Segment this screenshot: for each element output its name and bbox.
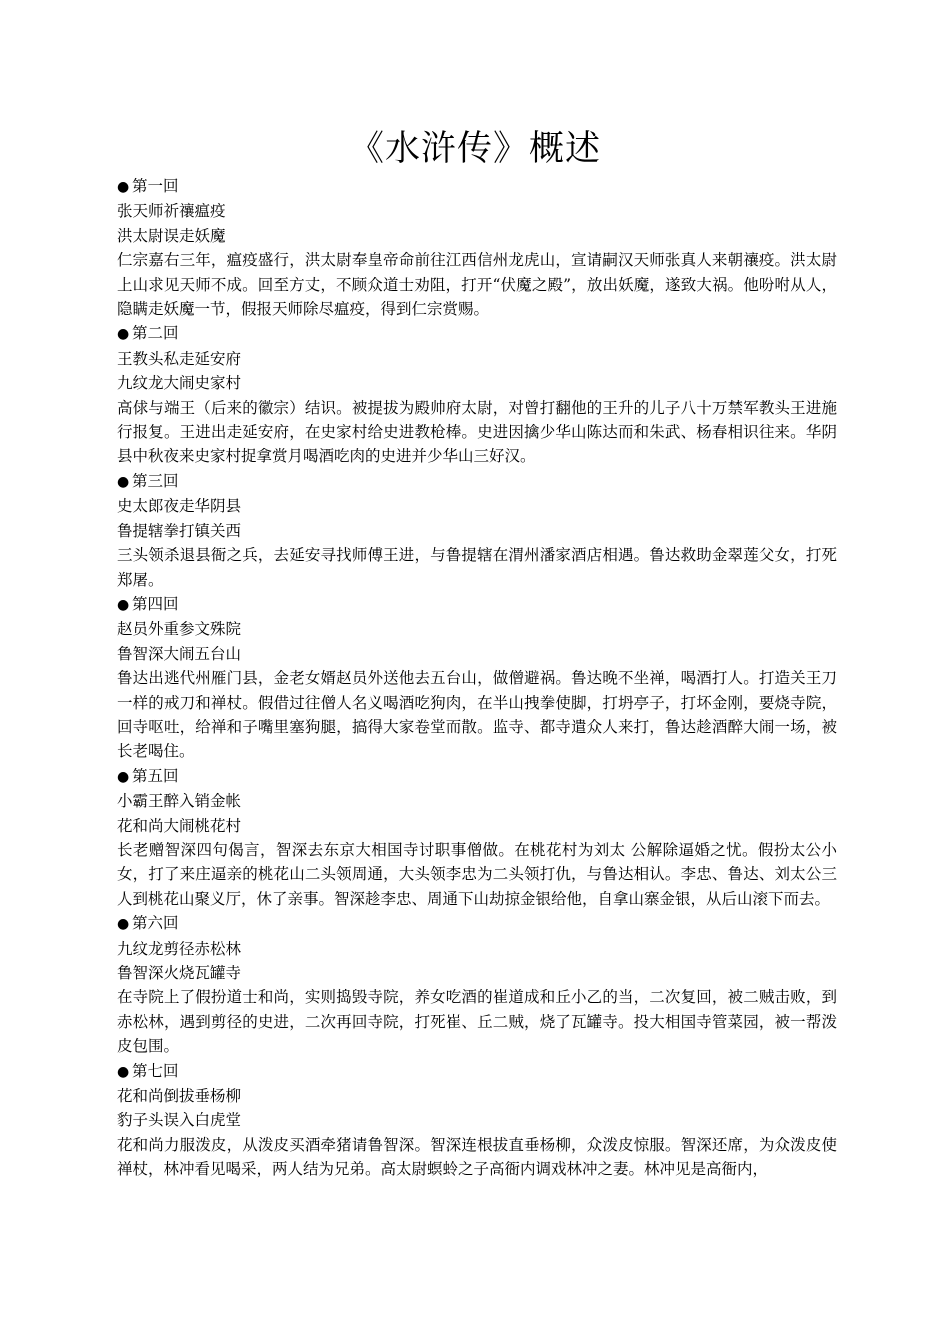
chapter-summary: 长老赠智深四句偈言，智深去东京大相国寺讨职事僧做。在桃花村为刘太 公解除逼婚之忧。假扮太公小女，打了来庄逼亲的桃花山二头领周通，大头领李忠为二头领打仇，与鲁达相认。李忠、鲁达、刘太公三人到桃花山聚义厅，休了亲事。智深趁李忠、周通下山劫掠金银给他，自拿山寨金银，从后山滚下而去。 bbox=[117, 840, 837, 908]
document-title: 《水浒传》概述 bbox=[348, 129, 601, 169]
bullet-icon: ● bbox=[117, 179, 130, 195]
chapter-2 bbox=[117, 321, 837, 468]
chapter-couplet-second: 九纹龙大闹史家村 bbox=[117, 374, 242, 393]
chapter-couplet-first: 赵员外重参文殊院 bbox=[117, 620, 242, 639]
chapter-summary: 花和尚力服泼皮，从泼皮买酒牵猪请鲁智深。智深连根拔直垂杨柳，众泼皮惊服。智深还席，为众泼皮使禅杖，林冲看见喝采，两人结为兄弟。高太尉螟蛉之子高衙内调戏林冲之妻。林冲见是高衙内， bbox=[117, 1135, 837, 1179]
chapter-heading-text: 第六回 bbox=[132, 914, 179, 933]
bullet-icon: ● bbox=[117, 1063, 130, 1080]
chapter-couplet-second: 洪太尉误走妖魔 bbox=[117, 226, 226, 245]
bullet-icon: ● bbox=[117, 768, 130, 785]
chapter-summary: 三头领杀退县衙之兵，去延安寻找师傅王进，与鲁提辖在渭州潘家酒店相遇。鲁达救助金翠莲父女，打死郑屠。 bbox=[117, 546, 837, 589]
chapter-couplet-first: 花和尚倒拔垂杨柳 bbox=[117, 1087, 242, 1106]
chapter-5 bbox=[117, 764, 837, 911]
bullet-icon: ● bbox=[117, 326, 130, 343]
chapter-heading-text: 第四回 bbox=[132, 594, 179, 613]
chapter-heading-text: 第三回 bbox=[132, 471, 179, 490]
chapter-heading-text: 第五回 bbox=[132, 766, 179, 785]
chapter-summary: 仁宗嘉右三年，瘟疫盛行，洪太尉奉皇帝命前往江西信州龙虎山，宣请嗣汉天师张真人来朝禳疫。洪太尉上山求见天师不成。回至方丈，不顾众道士劝阻，打开“伏魔之殿”，放出妖魔，遂致大祸。他吩咐从人，隐瞒走妖魔一节，假报天师除尽瘟疫，得到仁宗赏赐。 bbox=[117, 251, 837, 319]
chapter-1 bbox=[117, 174, 837, 321]
chapter-couplet-first: 史太郎夜走华阴县 bbox=[117, 497, 242, 516]
document-body bbox=[117, 174, 837, 1182]
chapter-7 bbox=[117, 1059, 837, 1182]
bullet-icon: ● bbox=[117, 596, 130, 613]
chapter-heading bbox=[117, 321, 837, 346]
chapter-heading-text: 第一回 bbox=[132, 177, 179, 195]
chapter-couplet-second: 豹子头误入白虎堂 bbox=[117, 1111, 242, 1130]
chapter-heading-text: 第二回 bbox=[132, 324, 179, 343]
chapter-couplet-first: 王教头私走延安府 bbox=[117, 349, 242, 368]
chapter-couplet-second: 鲁提辖拳打镇关西 bbox=[117, 521, 242, 540]
chapter-4 bbox=[117, 592, 837, 764]
chapter-summary: 高俅与端王（后来的徽宗）结识。被提拔为殿帅府太尉，对曾打翻他的王升的儿子八十万禁军教头王进施行报复。王进出走延安府，在史家村给史进教枪棒。史进因擒少华山陈达而和朱武、杨春相识往来。华阴县中秋夜来史家村捉拿赏月喝酒吃肉的史进并少华山三好汉。 bbox=[117, 398, 837, 466]
chapter-heading-text: 第七回 bbox=[132, 1061, 179, 1080]
chapter-heading bbox=[117, 174, 837, 199]
chapter-heading bbox=[117, 1059, 837, 1084]
chapter-heading bbox=[117, 764, 837, 789]
chapter-couplet-first: 九纹龙剪径赤松林 bbox=[117, 939, 242, 958]
chapter-couplet-second: 鲁智深大闹五台山 bbox=[117, 644, 242, 663]
bullet-icon: ● bbox=[117, 916, 130, 933]
chapter-3 bbox=[117, 469, 837, 592]
chapter-heading bbox=[117, 592, 837, 617]
chapter-couplet-first: 小霸王醉入销金帐 bbox=[117, 792, 242, 811]
chapter-heading bbox=[117, 469, 837, 494]
chapter-summary: 鲁达出逃代州雁门县，金老女婿赵员外送他去五台山，做僧避祸。鲁达晚不坐禅，喝酒打人。打造关王刀一样的戒刀和禅杖。假借过往僧人名义喝酒吃狗肉，在半山拽拳使脚，打坍亭子，打坏金刚，要烧寺院，回寺呕吐，给禅和子嘴里塞狗腿，搞得大家卷堂而散。监寺、都寺遣众人来打，鲁达趁酒醉大闹一场，被长老喝住。 bbox=[117, 669, 837, 761]
chapter-6 bbox=[117, 911, 837, 1058]
chapter-couplet-first: 张天师祈禳瘟疫 bbox=[117, 202, 226, 221]
bullet-icon: ● bbox=[117, 473, 130, 490]
chapter-couplet-second: 鲁智深火烧瓦罐寺 bbox=[117, 964, 242, 982]
chapter-heading bbox=[117, 911, 837, 936]
chapter-summary: 在寺院上了假扮道士和尚，实则捣毁寺院，养女吃酒的崔道成和丘小乙的当，二次复回，被二贼击败，到赤松林，遇到剪径的史进，二次再回寺院，打死崔、丘二贼，烧了瓦罐寺。投大相国寺管菜园，被一帮泼皮包围。 bbox=[117, 988, 837, 1056]
chapter-couplet-second: 花和尚大闹桃花村 bbox=[117, 816, 242, 835]
